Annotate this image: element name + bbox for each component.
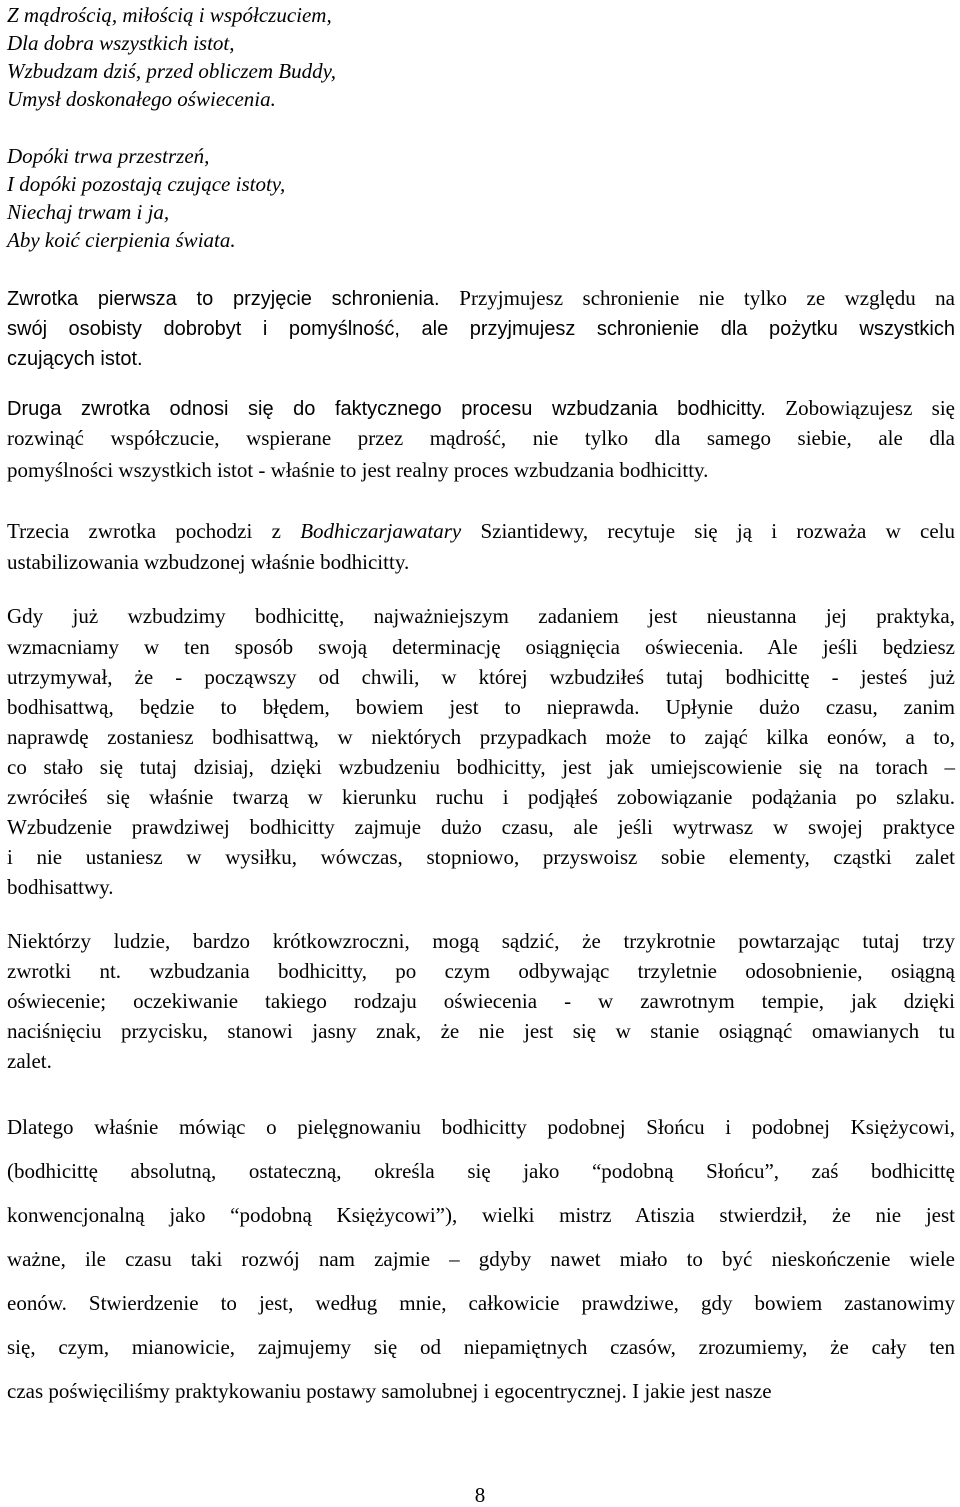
poem-line: Wzbudzam dziś, przed obliczem Buddy, [7, 59, 336, 83]
text-run: naprawdę zostaniesz bodhisattwą, w niektórych przypadkach może to zająć kilka eonów, a to, [7, 725, 955, 749]
paragraph-line [7, 664, 955, 690]
text-run: Wzbudzenie prawdziwej bodhicitty zajmuje dużo czasu, ale jeśli wytrwasz w swojej praktyce [7, 815, 955, 839]
text-run: naciśnięciu przycisku, stanowi jasny znak, że nie jest się w stanie osiągnąć omawianych tu [7, 1019, 955, 1043]
paragraph-line [7, 844, 955, 870]
text-run: Zwrotka pierwsza to przyjęcie schronienia. [7, 288, 460, 310]
paragraph-line [7, 1114, 955, 1140]
poem-line: Dla dobra wszystkich istot, [7, 31, 235, 55]
poem-line: Dopóki trwa przestrzeń, [7, 144, 210, 168]
text-run: Bodhiczarjawatary [300, 519, 462, 543]
text-run: rozwinąć współczucie, wspierane przez mądrość, nie tylko dla samego siebie, ale dla [7, 426, 955, 450]
paragraph-line [7, 928, 955, 954]
paragraph-line [7, 425, 955, 451]
paragraph-line [7, 724, 955, 750]
paragraph-line [7, 784, 955, 810]
paragraph-line [7, 345, 955, 371]
paragraph-line [7, 814, 955, 840]
poem-line: Niechaj trwam i ja, [7, 200, 170, 224]
paragraph-line [7, 457, 955, 483]
poem-line: Umysł doskonałego oświecenia. [7, 87, 276, 111]
text-run: czas poświęciliśmy praktykowaniu postawy samolubnej i egocentrycznej. I jakie jest nasze [7, 1379, 772, 1403]
text-run: ważne, ile czasu taki rozwój nam zajmie – gdyby nawet miało to być nieskończenie wiele [7, 1247, 955, 1271]
text-run: bodhisattwy. [7, 875, 114, 899]
text-run: konwencjonalną jako “podobną Księżycowi”), wielki mistrz Atiszia stwierdził, że nie jest [7, 1203, 955, 1227]
text-run: eonów. Stwierdzenie to jest, według mnie, całkowicie prawdziwe, gdy bowiem zastanowimy [7, 1291, 955, 1315]
poem-line: I dopóki pozostają czujące istoty, [7, 172, 286, 196]
text-run: zalet. [7, 1049, 52, 1073]
text-run: się, czym, mianowicie, zajmujemy się od niepamiętnych czasów, zrozumiemy, że cały ten [7, 1335, 955, 1359]
text-run: Druga zwrotka odnosi się do faktycznego procesu wzbudzania bodhicitty. [7, 398, 786, 420]
paragraph-line [7, 1018, 955, 1044]
text-run: Dlatego właśnie mówiąc o pielęgnowaniu bodhicitty podobnej Słońcu i podobnej Księżycowi, [7, 1115, 955, 1139]
text-run: Gdy już wzbudzimy bodhicittę, najważniejszym zadaniem jest nieustanna jej praktyka, [7, 604, 955, 628]
paragraph-line [7, 518, 955, 544]
paragraph-line [7, 1158, 955, 1184]
paragraph-line [7, 988, 955, 1014]
text-run: oświecenie; oczekiwanie takiego rodzaju oświecenia - w zawrotnym tempie, jak dzięki [7, 989, 955, 1013]
text-run: zwróciłeś się właśnie twarzą w kierunku ruchu i podjąłeś zobowiązanie podążania po szlaku. [7, 785, 955, 809]
paragraph-line [7, 603, 955, 629]
text-run: swój osobisty dobrobyt i pomyślność, ale przyjmujesz schronienie dla pożytku wszystkich [7, 318, 955, 340]
text-run: zwrotki nt. wzbudzania bodhicitty, po czym odbywając trzyletnie odosobnienie, osiągną [7, 959, 955, 983]
text-run: Przyjmujesz schronienie nie tylko ze względu na [459, 286, 955, 310]
text-run: utrzymywał, że - począwszy od chwili, w której wzbudziłeś tutaj bodhicittę - jesteś już [7, 665, 955, 689]
paragraph-line [7, 315, 955, 341]
paragraph-line [7, 549, 955, 575]
text-run: czujących istot. [7, 348, 143, 370]
paragraph-line [7, 285, 955, 311]
paragraph-line [7, 395, 955, 421]
paragraph-line [7, 958, 955, 984]
paragraph-line [7, 1202, 955, 1228]
paragraph-line [7, 754, 955, 780]
poem-line: Aby koić cierpienia świata. [7, 228, 236, 252]
paragraph-line [7, 1334, 955, 1360]
text-run: Trzecia zwrotka pochodzi z [7, 519, 301, 543]
text-run: co stało się tutaj dzisiaj, dzięki wzbudzeniu bodhicitty, jest jak umiejscowienie się na torach – [7, 755, 955, 779]
paragraph-line [7, 1290, 955, 1316]
text-run: ustabilizowania wzbudzonej właśnie bodhicitty. [7, 550, 410, 574]
paragraph-line [7, 1048, 955, 1074]
paragraph-line [7, 694, 955, 720]
text-run: Sziantidewy, recytuje się ją i rozważa w celu [461, 519, 955, 543]
text-run: i nie ustaniesz w wysiłku, wówczas, stopniowo, przyswoisz sobie elementy, cząstki zalet [7, 845, 955, 869]
text-run: Zobowiązujesz się [785, 396, 955, 420]
paragraph-line [7, 1246, 955, 1272]
paragraph-line [7, 1378, 955, 1404]
text-run: pomyślności wszystkich istot - właśnie to jest realny proces wzbudzania bodhicitty. [7, 458, 709, 482]
poem-line: Z mądrością, miłością i współczuciem, [7, 3, 332, 27]
text-run: wzmacniamy w ten sposób swoją determinację osiągnięcia oświecenia. Ale jeśli będziesz [7, 635, 955, 659]
paragraph-line [7, 874, 955, 900]
text-run: bodhisattwą, będzie to błędem, bowiem jest to nieprawda. Upłynie dużo czasu, zanim [7, 695, 955, 719]
text-run: (bodhicittę absolutną, ostateczną, określa się jako “podobną Słońcu”, zaś bodhicittę [7, 1159, 955, 1183]
page-number: 8 [474, 1483, 486, 1507]
paragraph-line [7, 634, 955, 660]
text-run: Niektórzy ludzie, bardzo krótkowzroczni, mogą sądzić, że trzykrotnie powtarzając tutaj trzy [7, 929, 955, 953]
